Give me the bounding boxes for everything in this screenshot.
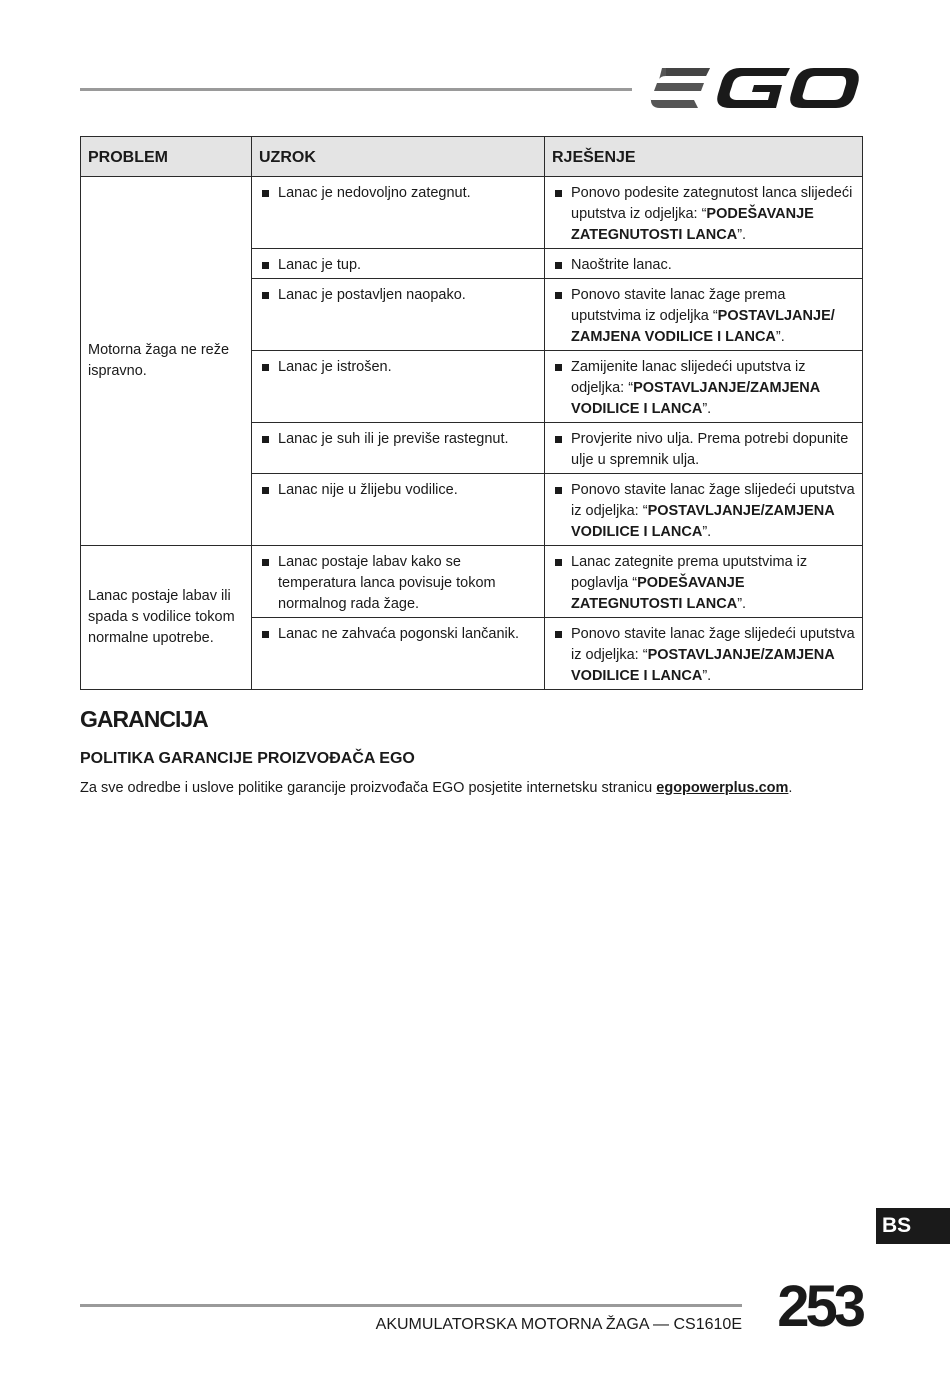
cause-cell: Lanac nije u žlijebu vodilice. bbox=[252, 474, 545, 546]
solution-cell: Provjerite nivo ulja. Prema potrebi dopunite ulje u spremnik ulja. bbox=[545, 423, 863, 474]
cause-cell: Lanac je istrošen. bbox=[252, 351, 545, 423]
cause-cell: Lanac je postavljen naopako. bbox=[252, 279, 545, 351]
bullet-icon bbox=[555, 190, 562, 197]
cause-cell: Lanac je suh ili je previše rastegnut. bbox=[252, 423, 545, 474]
bullet-icon bbox=[262, 190, 269, 197]
solution-cell: Ponovo stavite lanac žage prema uputstvima iz odjeljka “POSTAVLJANJE/ ZAMJENA VODILICE I LANCA”. bbox=[545, 279, 863, 351]
header-cause: UZROK bbox=[252, 137, 545, 177]
bullet-icon bbox=[555, 262, 562, 269]
troubleshooting-table bbox=[80, 136, 863, 690]
table-row bbox=[81, 177, 863, 249]
problem-cell: Lanac postaje labav ili spada s vodilice tokom normalne upotrebe. bbox=[81, 546, 252, 690]
problem-cell: Motorna žaga ne reže ispravno. bbox=[81, 177, 252, 546]
ego-logo bbox=[648, 64, 862, 114]
solution-cell: Zamijenite lanac slijedeći uputstva iz odjeljka: “POSTAVLJANJE/ZAMJENA VODILICE I LANCA”. bbox=[545, 351, 863, 423]
table-header-row bbox=[81, 137, 863, 177]
warranty-subtitle: POLITIKA GARANCIJE PROIZVOĐAČA EGO bbox=[80, 750, 415, 767]
bullet-icon bbox=[555, 487, 562, 494]
footer-rule bbox=[80, 1304, 742, 1307]
bullet-icon bbox=[262, 559, 269, 566]
bullet-icon bbox=[262, 631, 269, 638]
bullet-icon bbox=[262, 487, 269, 494]
cause-cell: Lanac je tup. bbox=[252, 249, 545, 279]
solution-cell: Naoštrite lanac. bbox=[545, 249, 863, 279]
bullet-icon bbox=[555, 559, 562, 566]
header-rule bbox=[80, 88, 632, 91]
cause-cell: Lanac postaje labav kako se temperatura lanca povisuje tokom normalnog rada žage. bbox=[252, 546, 545, 618]
page-number: 253 bbox=[777, 1274, 862, 1339]
cause-cell: Lanac ne zahvaća pogonski lančanik. bbox=[252, 618, 545, 690]
cause-cell: Lanac je nedovoljno zategnut. bbox=[252, 177, 545, 249]
solution-cell: Ponovo podesite zategnutost lanca slijedeći uputstva iz odjeljka: “PODEŠAVANJE ZATEGNUTOSTI LANCA”. bbox=[545, 177, 863, 249]
header-problem: PROBLEM bbox=[81, 137, 252, 177]
bullet-icon bbox=[555, 631, 562, 638]
solution-cell: Lanac zategnite prema uputstvima iz poglavlja “PODEŠAVANJE ZATEGNUTOSTI LANCA”. bbox=[545, 546, 863, 618]
warranty-title: GARANCIJA bbox=[80, 706, 208, 732]
bullet-icon bbox=[555, 364, 562, 371]
bullet-icon bbox=[555, 436, 562, 443]
language-tab: BS bbox=[876, 1208, 950, 1244]
bullet-icon bbox=[555, 292, 562, 299]
bullet-icon bbox=[262, 292, 269, 299]
bullet-icon bbox=[262, 436, 269, 443]
footer-title: AKUMULATORSKA MOTORNA ŽAGA — CS1610E bbox=[375, 1316, 742, 1333]
warranty-text: Za sve odredbe i uslove politike garancije proizvođača EGO posjetite internetsku stranicu egopowerplus.com. bbox=[80, 780, 793, 796]
ego-logo-icon bbox=[648, 64, 862, 114]
warranty-link[interactable]: egopowerplus.com bbox=[656, 780, 789, 796]
header-solution: RJEŠENJE bbox=[545, 137, 863, 177]
bullet-icon bbox=[262, 364, 269, 371]
bullet-icon bbox=[262, 262, 269, 269]
solution-cell: Ponovo stavite lanac žage slijedeći uputstva iz odjeljka: “POSTAVLJANJE/ZAMJENA VODILICE I LANCA”. bbox=[545, 618, 863, 690]
table-row bbox=[81, 546, 863, 618]
solution-cell: Ponovo stavite lanac žage slijedeći uputstva iz odjeljka: “POSTAVLJANJE/ZAMJENA VODILICE I LANCA”. bbox=[545, 474, 863, 546]
